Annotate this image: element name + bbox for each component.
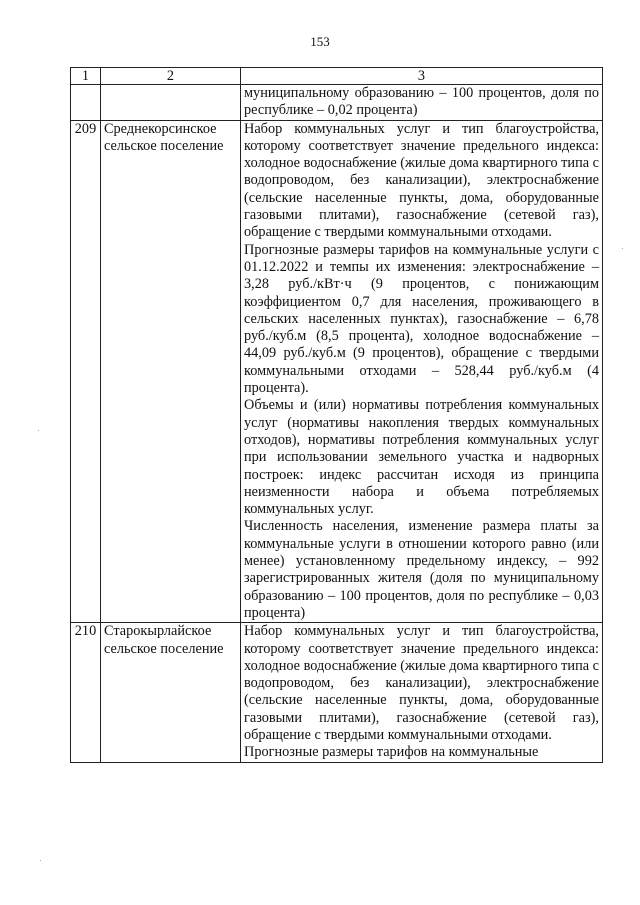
- row-number: 209: [71, 120, 101, 623]
- row-number: [71, 85, 101, 121]
- description-paragraph: Набор коммунальных услуг и тип благоустройства, которому соответствует значение предельного индекса: холодное водоснабжение (жилые дома квартирного типа с водопроводом, без канализации), электроснабжение (сельские населенные пункты, дома, оборудованные газовыми плитами), газоснабжение (сетевой газ), обращение с твердыми коммунальными отходами.: [244, 623, 599, 743]
- tariff-table: [70, 67, 603, 763]
- row-description: [241, 85, 603, 121]
- table-header-row: [71, 68, 603, 85]
- settlement-name: Старокырлайское сельское поселение: [101, 623, 241, 762]
- scan-speck: [40, 860, 41, 861]
- settlement-name: Среднекорсинское сельское поселение: [101, 120, 241, 623]
- table-row: [71, 623, 603, 762]
- header-col-3: 3: [241, 68, 603, 85]
- description-paragraph: Набор коммунальных услуг и тип благоустройства, которому соответствует значение предельного индекса: холодное водоснабжение (жилые дома квартирного типа с водопроводом, без канализации), электроснабжение (сельские населенные пункты, дома, оборудованные газовыми плитами), газоснабжение (сетевой газ), обращение с твердыми коммунальными отходами.: [244, 120, 599, 241]
- row-number: 210: [71, 623, 101, 762]
- table-row: [71, 120, 603, 623]
- description-paragraph: Прогнозные размеры тарифов на коммунальные услуги с 01.12.2022 и темпы их изменения: электроснабжение – 3,28 руб./кВт·ч (9 процентов, с понижающим коэффициентом 0,7 для населения, проживающего в сельских населенных пунктах), газоснабжение – 6,78 руб./куб.м (8,5 процента), холодное водоснабжение – 44,09 руб./куб.м (9 процентов), обращение с твердыми коммунальными отходами – 528,44 руб./куб.м (4 процента).: [244, 241, 599, 397]
- row-description: [241, 623, 603, 762]
- scan-speck: [622, 248, 623, 249]
- scan-speck: [38, 430, 39, 431]
- settlement-name: [101, 85, 241, 121]
- table-row: [71, 85, 603, 121]
- description-paragraph: Прогнозные размеры тарифов на коммунальные: [244, 744, 539, 761]
- header-col-2: 2: [101, 68, 241, 85]
- row-description: [241, 120, 603, 623]
- description-paragraph: муниципальному образованию – 100 процентов, доля по республике – 0,02 процента): [244, 85, 599, 119]
- header-col-1: 1: [71, 68, 101, 85]
- description-paragraph: Численность населения, изменение размера платы за коммунальные услуги в отношении которого равно (или менее) установленному предельному индексу, – 992 зарегистрированных жителя (доля по муниципальному образованию – 100 процентов, доля по республике – 0,03 процента): [244, 518, 599, 621]
- description-paragraph: Объемы и (или) нормативы потребления коммунальных услуг (нормативы накопления твердых коммунальных отходов), нормативы потребления коммунальных услуг при использовании земельного участка и надворных построек: индекс рассчитан исходя из принципа неизменности набора и объема потребляемых коммунальных услуг.: [244, 397, 599, 518]
- page-number: 153: [310, 34, 330, 49]
